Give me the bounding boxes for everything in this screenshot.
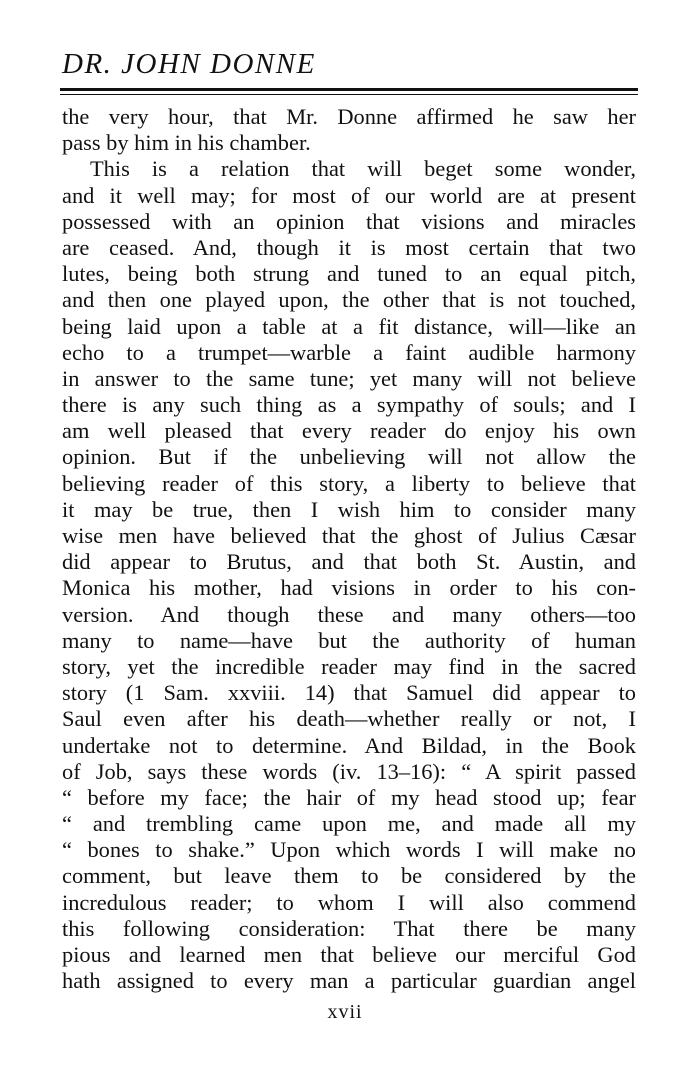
- text-line: This is a relation that will beget some wonder,: [90, 156, 636, 182]
- text-line: and then one played upon, the other that is not touched,: [62, 287, 636, 313]
- text-line: are ceased. And, though it is most certain that two: [62, 234, 636, 260]
- text-line: “ bones to shake.” Upon which words I will make no: [62, 837, 636, 863]
- text-line: of Job, says these words (iv. 13–16): “ A spirit passed: [62, 758, 636, 784]
- text-line: did appear to Brutus, and that both St. Austin, and: [62, 549, 636, 575]
- text-line: being laid upon a table at a fit distance, will—like an: [62, 313, 636, 339]
- text-line: opinion. But if the unbelieving will not allow the: [62, 444, 636, 470]
- body-text: [62, 104, 636, 994]
- text-line: lutes, being both strung and tuned to an equal pitch,: [62, 261, 636, 287]
- text-line: and it well may; for most of our world are at present: [62, 182, 636, 208]
- text-line: pious and learned men that believe our merciful God: [62, 942, 636, 967]
- text-line: many to name—have but the authority of human: [62, 627, 636, 653]
- text-line: Saul even after his death—whether really or not, I: [62, 706, 636, 732]
- text-line: believing reader of this story, a liberty to believe that: [62, 470, 636, 496]
- header-rule-thick: [60, 88, 638, 91]
- text-line: there is any such thing as a sympathy of souls; and I: [62, 392, 636, 418]
- running-head: DR. JOHN DONNE: [62, 48, 316, 80]
- text-line: pass by him in his chamber.: [62, 130, 311, 156]
- text-line: undertake not to determine. And Bildad, in the Book: [62, 732, 636, 758]
- text-line: am well pleased that every reader do enjoy his own: [62, 418, 636, 444]
- text-line: hath assigned to every man a particular guardian angel: [62, 968, 636, 994]
- text-line: wise men have believed that the ghost of Julius Cæsar: [62, 523, 636, 548]
- text-line: echo to a trumpet—warble a faint audible harmony: [62, 339, 636, 365]
- text-line: possessed with an opinion that visions and miracles: [62, 208, 636, 234]
- text-line: “ before my face; the hair of my head stood up; fear: [62, 784, 636, 810]
- page-number: xvii: [327, 1001, 363, 1023]
- text-line: “ and trembling came upon me, and made all my: [62, 811, 636, 837]
- text-line: it may be true, then I wish him to consider many: [62, 496, 636, 522]
- text-line: in answer to the same tune; yet many will not believe: [62, 365, 636, 391]
- text-line: this following consideration: That there be many: [62, 915, 636, 941]
- text-line: comment, but leave them to be considered by the: [62, 863, 636, 889]
- text-line: Monica his mother, had visions in order to his con-: [62, 575, 636, 601]
- text-line: the very hour, that Mr. Donne affirmed he saw her: [62, 104, 636, 129]
- header-rule-thin: [60, 94, 638, 95]
- text-line: story (1 Sam. xxviii. 14) that Samuel did appear to: [62, 680, 636, 706]
- text-line: version. And though these and many others—too: [62, 601, 636, 627]
- text-line: incredulous reader; to whom I will also commend: [62, 889, 636, 915]
- text-line: story, yet the incredible reader may find in the sacred: [62, 653, 636, 679]
